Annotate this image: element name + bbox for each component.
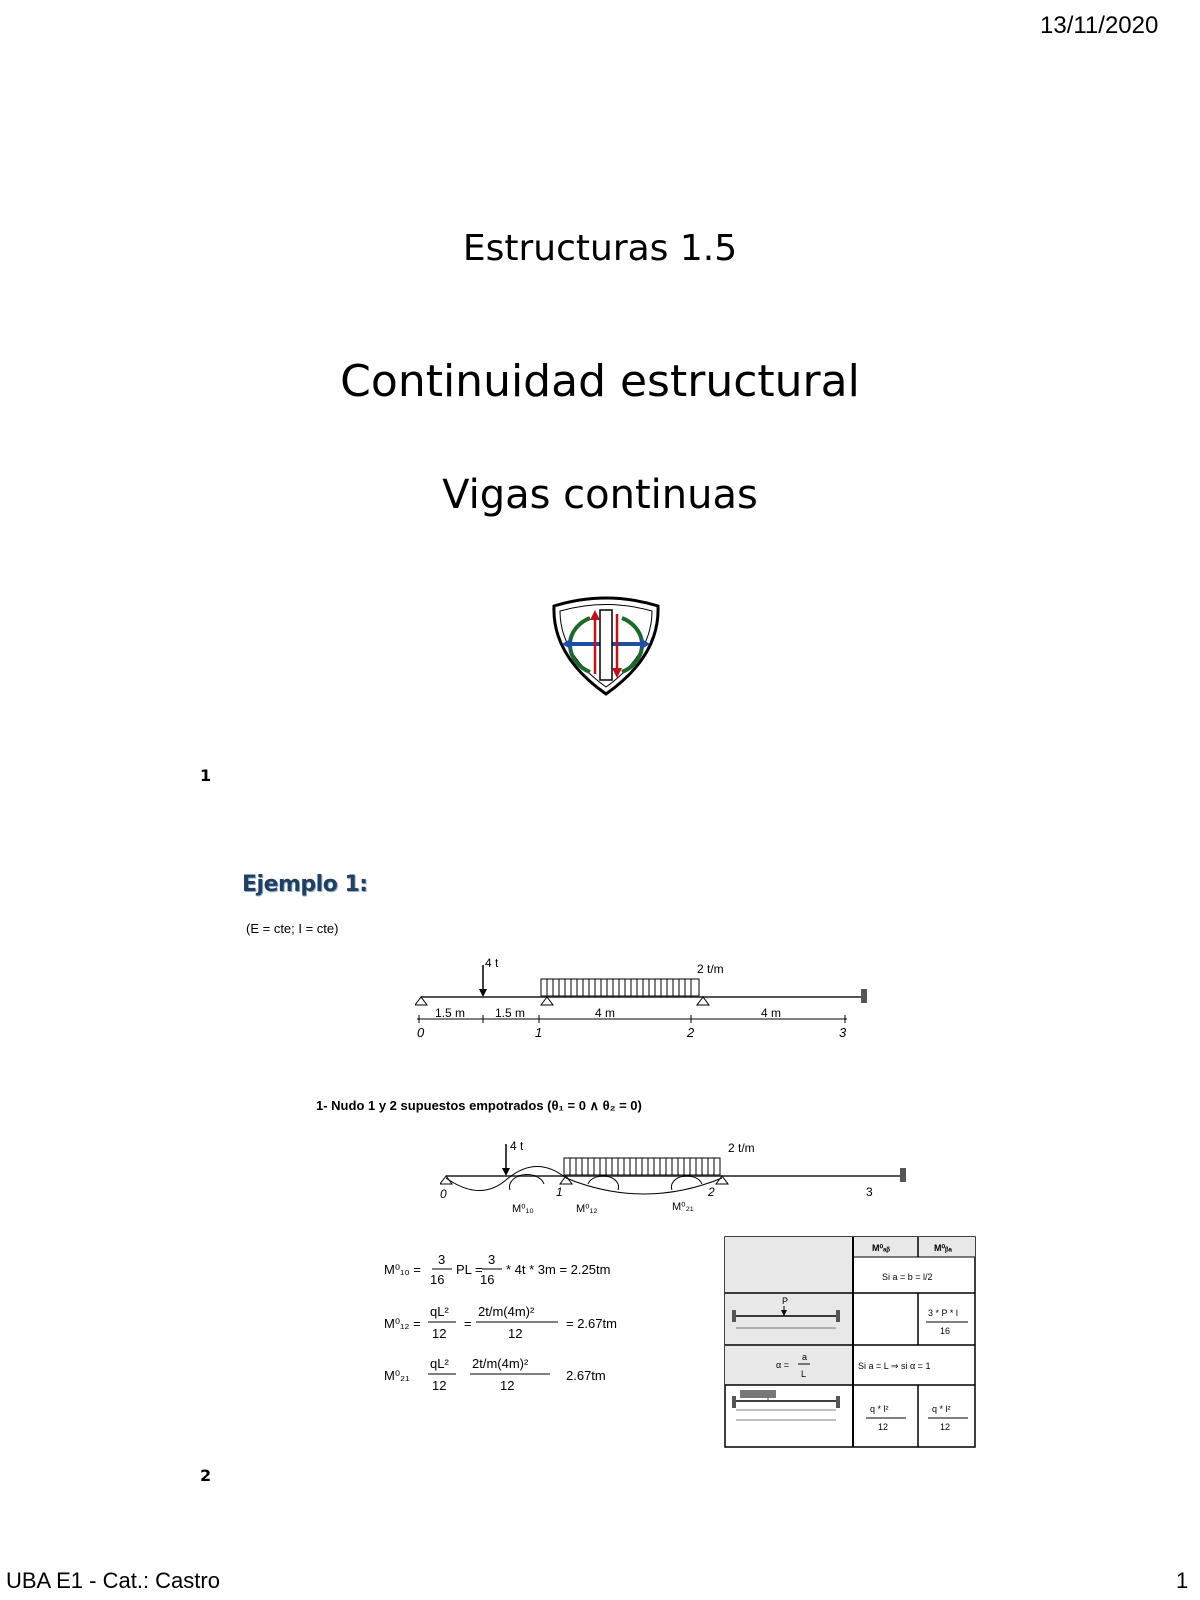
- svg-text:2.67tm: 2.67tm: [566, 1368, 606, 1383]
- svg-text:* 4t * 3m = 2.25tm: * 4t * 3m = 2.25tm: [506, 1262, 611, 1277]
- course-subtitle: Estructuras 1.5: [462, 228, 738, 269]
- svg-text:2 t/m: 2 t/m: [728, 1141, 755, 1155]
- support-1: [541, 997, 553, 1005]
- example-heading: Ejemplo 1:: [242, 872, 368, 897]
- svg-text:M⁰ₐᵦ: M⁰ₐᵦ: [872, 1243, 890, 1253]
- continuous-beam-diagram: [415, 955, 875, 1045]
- fixed-end-3: [861, 989, 867, 1003]
- header-date: 13/11/2020: [1040, 12, 1159, 39]
- svg-text:16: 16: [430, 1272, 445, 1287]
- svg-text:q * l²: q * l²: [870, 1404, 889, 1414]
- svg-text:=: =: [464, 1316, 472, 1331]
- svg-text:qL²: qL²: [430, 1304, 449, 1319]
- svg-text:0: 0: [440, 1187, 447, 1201]
- node-label: 3: [839, 1025, 847, 1040]
- svg-text:12: 12: [878, 1422, 889, 1432]
- svg-text:12: 12: [432, 1326, 447, 1341]
- step-1-text: 1- Nudo 1 y 2 supuestos empotrados (θ₁ = 0 ∧ θ₂ = 0): [316, 1098, 642, 1113]
- svg-text:P: P: [782, 1296, 789, 1306]
- svg-text:12: 12: [432, 1378, 447, 1393]
- svg-text:Si a = L ⇒ si α = 1: Si a = L ⇒ si α = 1: [858, 1361, 931, 1371]
- svg-text:3 * P * l: 3 * P * l: [928, 1308, 958, 1318]
- slide-number-2: 2: [200, 1466, 212, 1485]
- svg-text:M⁰ᵦₐ: M⁰ᵦₐ: [934, 1243, 952, 1253]
- svg-text:2t/m(4m)²: 2t/m(4m)²: [472, 1356, 529, 1371]
- svg-text:3: 3: [488, 1252, 496, 1267]
- footer-course: UBA E1 - Cat.: Castro: [6, 1568, 220, 1593]
- eq3-lhs: M⁰₂₁: [384, 1368, 410, 1383]
- footer-page-number: 1: [1176, 1568, 1189, 1593]
- svg-text:= 2.67tm: = 2.67tm: [566, 1316, 617, 1331]
- svg-text:16: 16: [480, 1272, 495, 1287]
- node-label: 0: [417, 1025, 425, 1040]
- svg-text:a: a: [802, 1352, 808, 1362]
- svg-text:L: L: [801, 1369, 807, 1379]
- support-0: [415, 997, 427, 1005]
- svg-text:2: 2: [708, 1185, 715, 1199]
- span-label: 4 m: [595, 1006, 616, 1020]
- slide-subtitle: Vigas continuas: [442, 472, 758, 518]
- fixed-end-moments-table: [724, 1236, 980, 1448]
- eq2-lhs: M⁰₁₂ =: [384, 1316, 421, 1331]
- example-conditions: (E = cte; I = cte): [246, 921, 339, 936]
- svg-text:α =: α =: [776, 1360, 789, 1370]
- svg-text:3: 3: [438, 1252, 446, 1267]
- support-2: [697, 997, 709, 1005]
- svg-text:qL²: qL²: [430, 1356, 449, 1371]
- fixed-end-moment-equations: [380, 1250, 700, 1410]
- svg-text:12: 12: [500, 1378, 515, 1393]
- shield-logo: [548, 596, 664, 698]
- slide-number-1: 1: [200, 766, 212, 785]
- span-label: 1.5 m: [495, 1006, 526, 1020]
- svg-text:1: 1: [556, 1185, 563, 1199]
- moment-label: M⁰₁₂: [576, 1203, 598, 1215]
- node-label: 2: [687, 1025, 695, 1040]
- node-label: 1: [535, 1025, 543, 1040]
- svg-text:Si a = b = l/2: Si a = b = l/2: [882, 1272, 933, 1282]
- span-label: 1.5 m: [435, 1006, 466, 1020]
- point-load-label: 4 t: [485, 956, 499, 970]
- svg-text:16: 16: [940, 1326, 951, 1336]
- moment-label: M⁰₂₁: [672, 1201, 694, 1213]
- svg-text:4 t: 4 t: [510, 1140, 524, 1153]
- svg-text:2t/m(4m)²: 2t/m(4m)²: [478, 1304, 535, 1319]
- dist-load-label: 2 t/m: [697, 962, 724, 976]
- svg-text:12: 12: [508, 1326, 523, 1341]
- svg-text:PL =: PL =: [456, 1262, 483, 1277]
- fixed-end-beam-diagram: [440, 1140, 910, 1218]
- span-label: 4 m: [761, 1006, 782, 1020]
- eq1-lhs: M⁰₁₀ =: [384, 1262, 422, 1277]
- svg-text:3: 3: [866, 1185, 873, 1199]
- slide-title: Continuidad estructural: [340, 356, 860, 407]
- moment-label: M⁰₁₀: [512, 1203, 534, 1215]
- svg-text:12: 12: [940, 1422, 951, 1432]
- svg-text:q * l²: q * l²: [932, 1404, 951, 1414]
